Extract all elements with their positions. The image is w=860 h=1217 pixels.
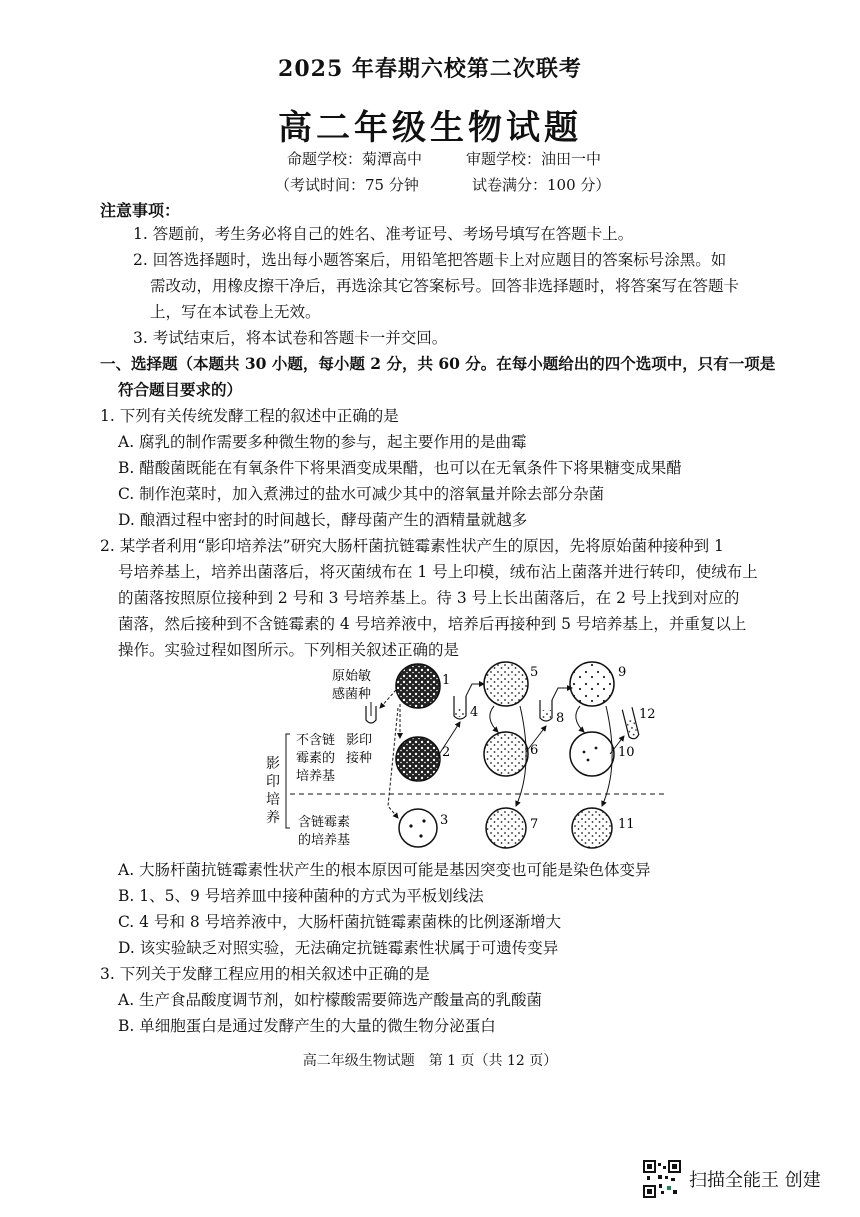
with-strep-label: 的培养基: [298, 833, 351, 848]
q3-option: A. 生产食品酸度调节剂，如柠檬酸需要筛选产酸量高的乳酸菌: [118, 991, 543, 1009]
section-heading: 一、选择题（本题共 30 小题，每小题 2 分，共 60 分。在每小题给出的四个选项中，只有一项是: [100, 354, 776, 373]
plate-number: 10: [618, 745, 635, 760]
note-item: 需改动，用橡皮擦干净后，再选涂其它答案标号。回答非选择题时，将答案写在答题卡: [150, 277, 740, 295]
tube-number: 4: [470, 705, 479, 720]
q2-stem-line: 号培养基上，培养出菌落后，将灭菌绒布在 1 号上印模，绒布沾上菌落并进行转印，使绒布上: [118, 563, 758, 581]
side-label: 印: [266, 774, 280, 790]
plate-11: [572, 808, 612, 848]
q1-option: D. 酿酒过程中密封的时间越长，酵母菌产生的酒精量就越多: [118, 511, 528, 529]
no-strep-label: 培养基: [296, 769, 336, 784]
plate-9: [570, 662, 614, 706]
scanner-text: 扫描全能王 创建: [689, 1170, 821, 1191]
q1-option: A. 腐乳的制作需要多种微生物的参与，起主要作用的是曲霉: [118, 433, 527, 451]
plate-10: [570, 732, 614, 776]
q2-option: C. 4 号和 8 号培养液中，大肠杆菌抗链霉素菌株的比例逐渐增大: [118, 913, 562, 931]
setter-school: 命题学校：菊潭高中: [287, 150, 423, 168]
plate-7: [486, 808, 526, 848]
reviewer-school: 审题学校：油田一中: [466, 150, 602, 168]
plate-number: 3: [440, 813, 449, 828]
plate-number: 7: [530, 817, 539, 832]
paper-title: 高二年级生物试题: [278, 108, 582, 148]
original-strain-label: 原始敏: [332, 669, 372, 684]
q2-stem-line: 2. 某学者利用“影印培养法”研究大肠杆菌抗链霉素性状产生的原因，先将原始菌种接种到 1: [100, 537, 724, 555]
side-label: 培: [266, 792, 280, 808]
exam-duration: （考试时间：75 分钟: [275, 176, 419, 194]
replica-plating-figure: [258, 656, 678, 852]
q2-stem-line: 的菌落按照原位接种到 2 号和 3 号培养基上。待 3 号上长出菌落后，在 2 号上找到对应的: [118, 589, 740, 607]
q3-option: B. 单细胞蛋白是通过发酵产生的大量的微生物分泌蛋白: [118, 1017, 496, 1035]
plate-number: 6: [530, 743, 539, 758]
q3-stem: 3. 下列关于发酵工程应用的相关叙述中正确的是: [100, 965, 430, 983]
q1-option: C. 制作泡菜时，加入煮沸过的盐水可减少其中的溶氧量并除去部分杂菌: [118, 485, 605, 503]
plate-number: 9: [618, 665, 627, 680]
plate-number: 2: [442, 745, 451, 760]
plate-6: [484, 732, 528, 776]
note-item: 3. 考试结束后，将本试卷和答题卡一并交回。: [133, 329, 448, 347]
note-item: 1. 答题前，考生务必将自己的姓名、准考证号、考场号填写在答题卡上。: [133, 225, 634, 243]
section-heading-cont: 符合题目要求的）: [118, 380, 243, 399]
plate-1: [396, 664, 440, 708]
q2-option: D. 该实验缺乏对照实验，无法确定抗链霉素性状属于可遗传变异: [118, 939, 559, 957]
exam-name: 2025 年春期六校第二次联考: [278, 56, 582, 82]
q2-option: B. 1、5、9 号培养皿中接种菌种的方式为平板划线法: [118, 887, 484, 905]
plate-3: [399, 809, 437, 847]
replica-label: 接种: [346, 751, 373, 766]
original-strain-label: 感菌种: [332, 687, 372, 702]
plate-number: 11: [618, 817, 635, 832]
q2-option: A. 大肠杆菌抗链霉素性状产生的根本原因可能是基因突变也可能是染色体变异: [118, 861, 651, 879]
plate-2: [396, 737, 440, 781]
q2-stem-line: 操作。实验过程如图所示。下列相关叙述正确的是: [118, 641, 460, 659]
full-score: 试卷满分：100 分）: [472, 176, 611, 194]
scanner-watermark: [643, 1160, 821, 1198]
page-footer: 高二年级生物试题 第 1 页（共 12 页）: [302, 1053, 558, 1069]
side-label: 影: [266, 756, 280, 772]
notes-title: 注意事项：: [100, 201, 181, 220]
plate-5: [484, 662, 528, 706]
plate-number: 1: [442, 673, 451, 688]
no-strep-label: 不含链: [296, 733, 336, 748]
tube-number: 12: [639, 707, 656, 722]
no-strep-label: 霉素的: [296, 751, 336, 766]
q1-stem: 1. 下列有关传统发酵工程的叙述中正确的是: [100, 407, 399, 425]
q2-stem-line: 菌落，然后接种到不含链霉素的 4 号培养液中，培养后再接种到 5 号培养基上，并重复以上: [118, 615, 747, 633]
q1-option: B. 醋酸菌既能在有氧条件下将果酒变成果醋，也可以在无氧条件下将果糖变成果醋: [118, 459, 682, 477]
qr-code-icon: [643, 1160, 681, 1198]
replica-label: 影印: [346, 733, 373, 748]
note-item: 上，写在本试卷上无效。: [150, 303, 321, 321]
note-item: 2. 回答选择题时，选出每小题答案后，用铅笔把答题卡上对应题目的答案标号涂黑。如: [133, 251, 727, 269]
plate-number: 5: [530, 665, 539, 680]
side-label: 养: [266, 810, 280, 826]
tube-number: 8: [556, 711, 565, 726]
with-strep-label: 含链霉素: [298, 815, 351, 830]
